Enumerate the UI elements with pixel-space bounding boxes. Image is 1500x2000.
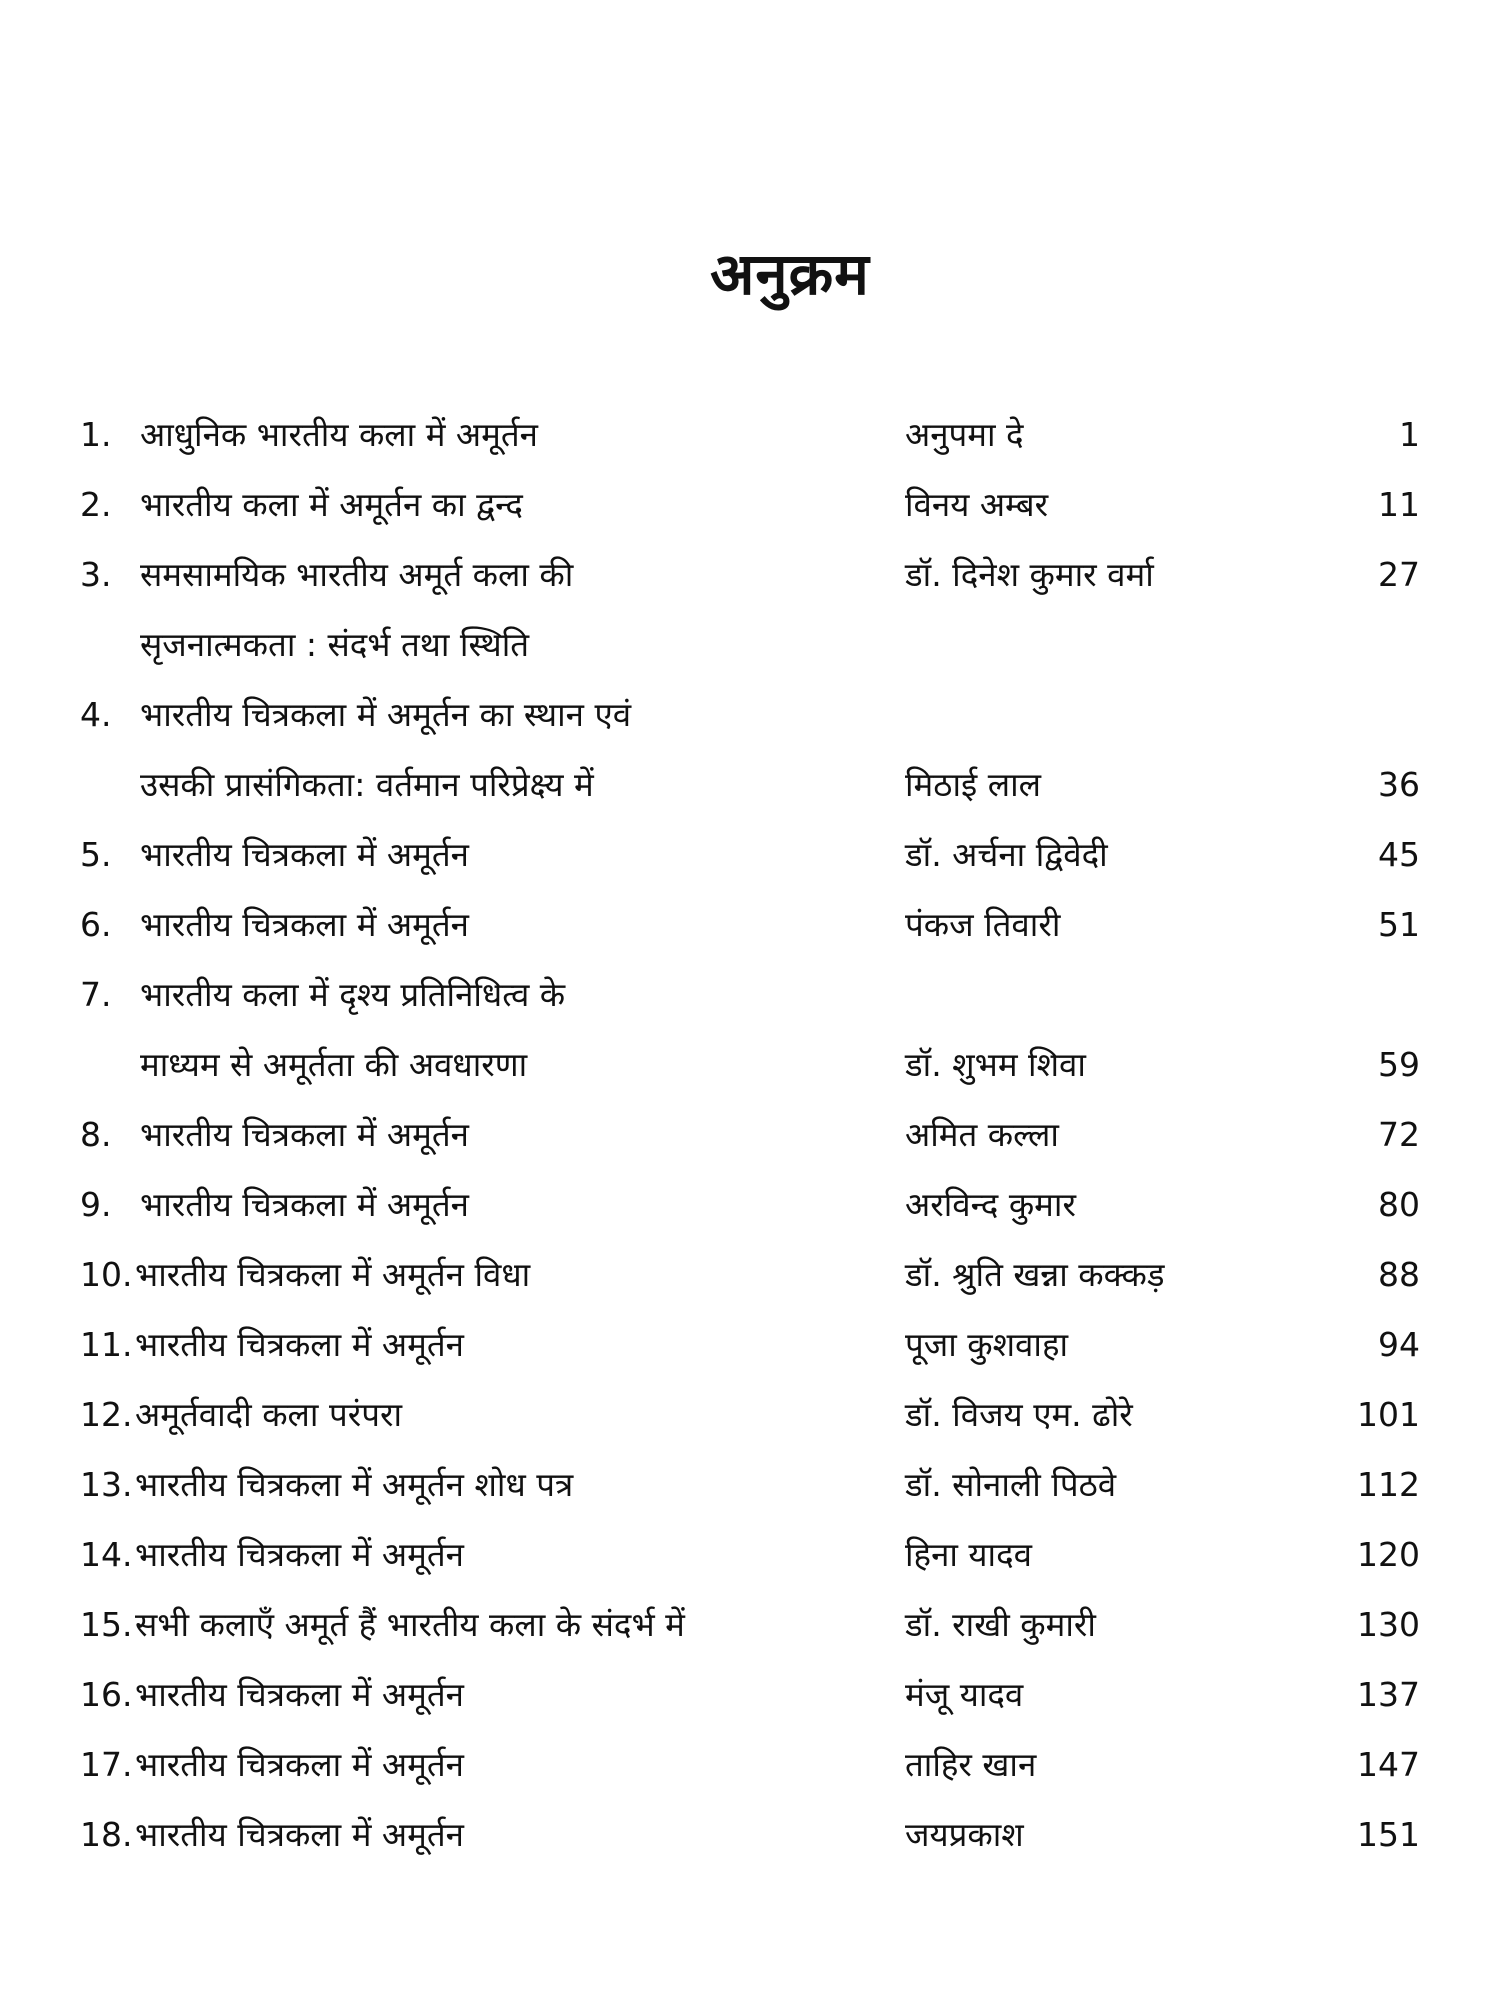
entry-title: आधुनिक भारतीय कला में अमूर्तन	[140, 415, 538, 454]
entry-page: 11	[1378, 485, 1420, 524]
entry-title: भारतीय चित्रकला में अमूर्तन	[140, 905, 469, 944]
entry-author: डॉ. श्रुति खन्ना कक्कड़	[905, 1255, 1165, 1294]
entry-author: जयप्रकाश	[905, 1815, 1024, 1854]
entry-author: पंकज तिवारी	[905, 905, 1061, 944]
entry-title: उसकी प्रासंगिकता: वर्तमान परिप्रेक्ष्य में	[140, 765, 594, 804]
entry-page: 151	[1357, 1815, 1420, 1854]
entry-number: 14.	[80, 1535, 133, 1574]
entry-author: ताहिर खान	[905, 1745, 1037, 1784]
toc-entry	[0, 960, 1500, 1030]
entry-page: 45	[1378, 835, 1420, 874]
entry-title: भारतीय चित्रकला में अमूर्तन	[140, 1185, 469, 1224]
toc-entry-continuation	[0, 610, 1500, 680]
entry-number: 16.	[80, 1675, 133, 1714]
entry-number: 3.	[80, 555, 112, 594]
entry-author: अमित कल्ला	[905, 1115, 1059, 1154]
toc-entry-continuation	[0, 750, 1500, 820]
entry-page: 36	[1378, 765, 1420, 804]
entry-page: 59	[1378, 1045, 1420, 1084]
entry-author: डॉ. दिनेश कुमार वर्मा	[905, 555, 1154, 594]
entry-author: मिठाई लाल	[905, 765, 1041, 804]
entry-title: भारतीय चित्रकला में अमूर्तन	[140, 835, 469, 874]
entry-number: 2.	[80, 485, 112, 524]
entry-title: भारतीय चित्रकला में अमूर्तन	[135, 1325, 464, 1364]
entry-number: 8.	[80, 1115, 112, 1154]
entry-number: 7.	[80, 975, 112, 1014]
entry-title: भारतीय चित्रकला में अमूर्तन शोध पत्र	[135, 1465, 574, 1504]
entry-title: भारतीय चित्रकला में अमूर्तन	[135, 1675, 464, 1714]
entry-title: भारतीय चित्रकला में अमूर्तन	[135, 1535, 464, 1574]
entry-title: भारतीय चित्रकला में अमूर्तन	[140, 1115, 469, 1154]
toc-entry	[0, 890, 1500, 960]
page-title: अनुक्रम	[710, 240, 870, 308]
entry-title: भारतीय कला में अमूर्तन का द्वन्द	[140, 485, 523, 524]
toc-entry	[0, 1310, 1500, 1380]
toc-entry	[0, 400, 1500, 470]
entry-number: 1.	[80, 415, 112, 454]
entry-page: 101	[1357, 1395, 1420, 1434]
entry-page: 80	[1378, 1185, 1420, 1224]
toc-entry	[0, 1380, 1500, 1450]
entry-title: भारतीय चित्रकला में अमूर्तन विधा	[135, 1255, 531, 1294]
entry-page: 120	[1357, 1535, 1420, 1574]
entry-page: 72	[1378, 1115, 1420, 1154]
entry-title: भारतीय चित्रकला में अमूर्तन	[135, 1815, 464, 1854]
entry-page: 112	[1357, 1465, 1420, 1504]
entry-page: 147	[1357, 1745, 1420, 1784]
entry-number: 9.	[80, 1185, 112, 1224]
entry-author: मंजू यादव	[905, 1675, 1024, 1714]
entry-title: सृजनात्मकता : संदर्भ तथा स्थिति	[140, 625, 530, 664]
toc-entry	[0, 540, 1500, 610]
toc-entry	[0, 1800, 1500, 1870]
toc-entry	[0, 1170, 1500, 1240]
entry-page: 94	[1378, 1325, 1420, 1364]
entry-page: 51	[1378, 905, 1420, 944]
entry-page: 27	[1378, 555, 1420, 594]
toc-entry-continuation	[0, 1030, 1500, 1100]
entry-title: भारतीय कला में दृश्य प्रतिनिधित्व के	[140, 975, 566, 1014]
toc-entry	[0, 1240, 1500, 1310]
entry-page: 88	[1378, 1255, 1420, 1294]
entry-number: 12.	[80, 1395, 133, 1434]
toc-entry	[0, 1450, 1500, 1520]
entry-number: 5.	[80, 835, 112, 874]
toc-entry	[0, 680, 1500, 750]
entry-title: माध्यम से अमूर्तता की अवधारणा	[140, 1045, 528, 1084]
entry-page: 1	[1399, 415, 1420, 454]
toc-list	[0, 400, 1500, 1870]
entry-author: पूजा कुशवाहा	[905, 1325, 1069, 1364]
entry-number: 17.	[80, 1745, 133, 1784]
entry-number: 15.	[80, 1605, 133, 1644]
entry-number: 10.	[80, 1255, 133, 1294]
entry-author: हिना यादव	[905, 1535, 1032, 1574]
entry-author: अनुपमा दे	[905, 415, 1024, 454]
entry-title: समसामयिक भारतीय अमूर्त कला की	[140, 555, 574, 594]
toc-entry	[0, 1660, 1500, 1730]
toc-entry	[0, 820, 1500, 890]
entry-number: 11.	[80, 1325, 133, 1364]
entry-title: भारतीय चित्रकला में अमूर्तन का स्थान एवं	[140, 695, 632, 734]
entry-title: भारतीय चित्रकला में अमूर्तन	[135, 1745, 464, 1784]
toc-entry	[0, 1100, 1500, 1170]
entry-author: डॉ. अर्चना द्विवेदी	[905, 835, 1108, 874]
entry-page: 130	[1357, 1605, 1420, 1644]
entry-number: 13.	[80, 1465, 133, 1504]
entry-number: 4.	[80, 695, 112, 734]
entry-number: 6.	[80, 905, 112, 944]
toc-entry	[0, 1730, 1500, 1800]
entry-author: डॉ. शुभम शिवा	[905, 1045, 1086, 1084]
entry-number: 18.	[80, 1815, 133, 1854]
entry-author: डॉ. विजय एम. ढोरे	[905, 1395, 1133, 1434]
toc-entry	[0, 1520, 1500, 1590]
entry-author: अरविन्द कुमार	[905, 1185, 1076, 1224]
toc-entry	[0, 470, 1500, 540]
entry-page: 137	[1357, 1675, 1420, 1714]
entry-author: विनय अम्बर	[905, 485, 1049, 524]
entry-author: डॉ. राखी कुमारी	[905, 1605, 1096, 1644]
entry-title: अमूर्तवादी कला परंपरा	[135, 1395, 402, 1434]
entry-author: डॉ. सोनाली पिठवे	[905, 1465, 1117, 1504]
toc-entry	[0, 1590, 1500, 1660]
entry-title: सभी कलाएँ अमूर्त हैं भारतीय कला के संदर्भ में	[135, 1605, 685, 1644]
